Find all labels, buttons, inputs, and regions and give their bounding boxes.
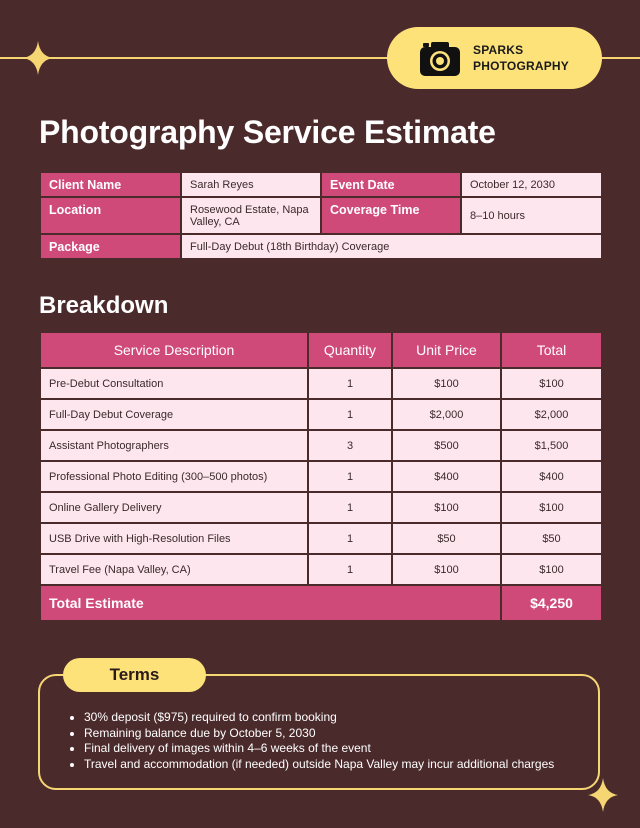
quantity-cell: 3	[308, 430, 392, 461]
camera-icon	[420, 40, 460, 76]
coverage-time-label: Coverage Time	[321, 197, 461, 234]
table-row	[40, 368, 602, 399]
total-cell: $100	[501, 492, 602, 523]
coverage-time-value: 8–10 hours	[461, 197, 602, 234]
unit-price-cell: $100	[392, 368, 501, 399]
brand-name	[473, 42, 569, 74]
unit-price-cell: $2,000	[392, 399, 501, 430]
table-row	[40, 492, 602, 523]
total-estimate-value: $4,250	[501, 585, 602, 621]
table-row	[40, 523, 602, 554]
total-cell: $1,500	[501, 430, 602, 461]
unit-price-cell: $50	[392, 523, 501, 554]
location-label: Location	[40, 197, 181, 234]
unit-price-cell: $500	[392, 430, 501, 461]
quantity-cell: 1	[308, 461, 392, 492]
event-date-value: October 12, 2030	[461, 172, 602, 197]
brand-line-2: PHOTOGRAPHY	[473, 59, 569, 73]
unit-price-cell: $400	[392, 461, 501, 492]
client-name-value: Sarah Reyes	[181, 172, 321, 197]
column-header-unit-price: Unit Price	[392, 332, 501, 368]
service-description: USB Drive with High-Resolution Files	[40, 523, 308, 554]
package-value: Full-Day Debut (18th Birthday) Coverage	[181, 234, 602, 259]
terms-item: • Final delivery of images within 4–6 weeks of the event	[84, 741, 604, 757]
quantity-cell: 1	[308, 492, 392, 523]
column-header-quantity: Quantity	[308, 332, 392, 368]
quantity-cell: 1	[308, 523, 392, 554]
event-date-label: Event Date	[321, 172, 461, 197]
column-header-total: Total	[501, 332, 602, 368]
total-cell: $2,000	[501, 399, 602, 430]
terms-item: • 30% deposit ($975) required to confirm booking	[84, 710, 604, 726]
package-label: Package	[40, 234, 181, 259]
unit-price-cell: $100	[392, 492, 501, 523]
service-description: Pre-Debut Consultation	[40, 368, 308, 399]
table-row	[40, 554, 602, 585]
location-value: Rosewood Estate, Napa Valley, CA	[181, 197, 321, 234]
service-description: Professional Photo Editing (300–500 photos)	[40, 461, 308, 492]
breakdown-table	[39, 331, 603, 622]
column-header-description: Service Description	[40, 332, 308, 368]
total-estimate-label: Total Estimate	[40, 585, 501, 621]
service-description: Full-Day Debut Coverage	[40, 399, 308, 430]
total-cell: $100	[501, 554, 602, 585]
breakdown-heading: Breakdown	[39, 292, 169, 319]
quantity-cell: 1	[308, 554, 392, 585]
total-cell: $100	[501, 368, 602, 399]
quantity-cell: 1	[308, 399, 392, 430]
service-description: Travel Fee (Napa Valley, CA)	[40, 554, 308, 585]
terms-item: • Travel and accommodation (if needed) outside Napa Valley may incur additional charges	[84, 757, 604, 773]
brand-line-1: SPARKS	[473, 43, 524, 57]
service-description: Online Gallery Delivery	[40, 492, 308, 523]
quantity-cell: 1	[308, 368, 392, 399]
client-name-label: Client Name	[40, 172, 181, 197]
terms-list	[68, 710, 604, 772]
unit-price-cell: $100	[392, 554, 501, 585]
total-cell: $50	[501, 523, 602, 554]
page-title: Photography Service Estimate	[39, 114, 496, 150]
table-row	[40, 399, 602, 430]
service-description: Assistant Photographers	[40, 430, 308, 461]
table-row	[40, 461, 602, 492]
client-info-table	[39, 171, 603, 260]
table-row	[40, 430, 602, 461]
terms-heading: Terms	[63, 658, 206, 692]
brand-logo	[387, 27, 602, 89]
total-cell: $400	[501, 461, 602, 492]
sparkle-icon	[587, 778, 619, 812]
terms-item: • Remaining balance due by October 5, 2030	[84, 726, 604, 742]
total-row	[40, 585, 602, 621]
sparkle-icon	[23, 41, 53, 75]
